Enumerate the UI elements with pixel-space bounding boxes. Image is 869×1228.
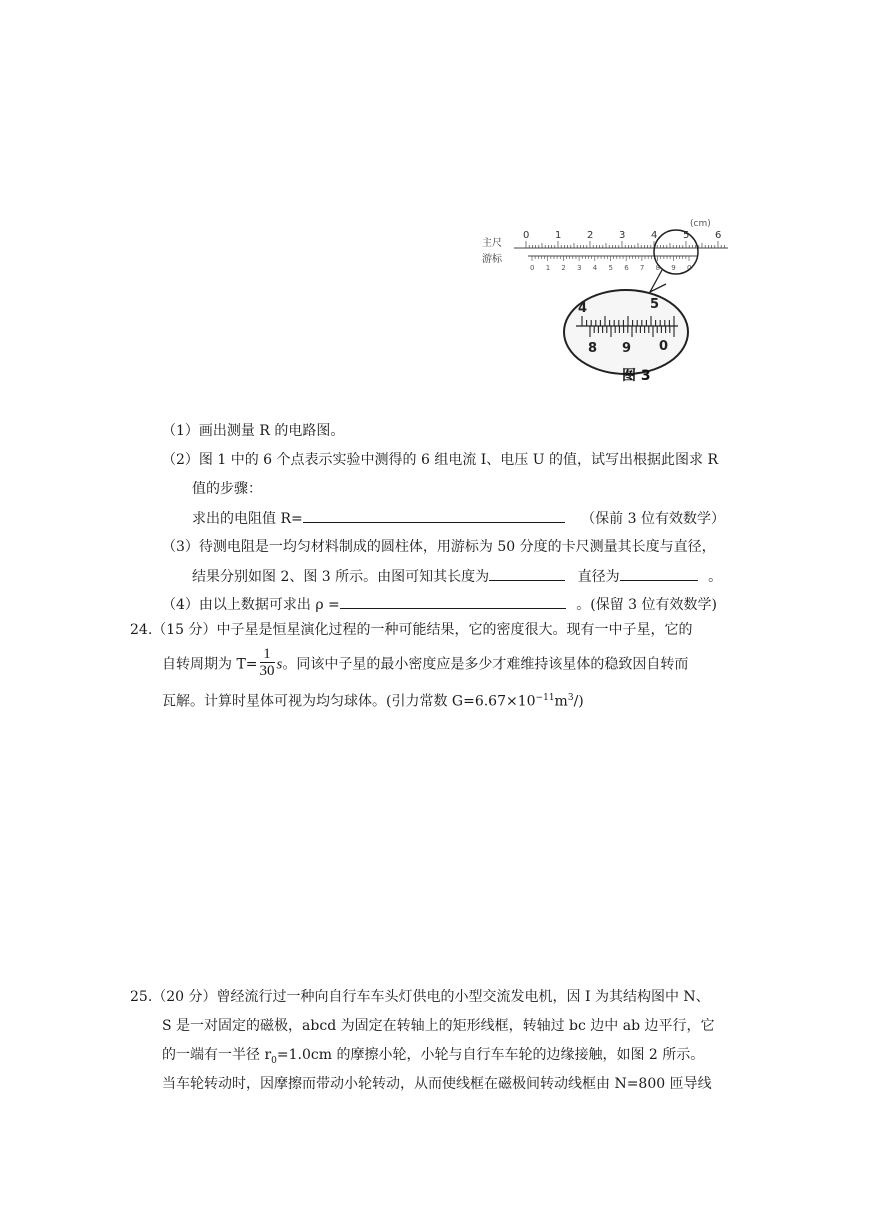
radius-subscript: 0 xyxy=(271,1055,277,1066)
vernier-tick-label: 3 xyxy=(577,264,582,272)
vernier-scale-ticks xyxy=(532,256,689,261)
q24-line3-text: 瓦解。计算时星体可视为均匀球体。(引力常数 G=6.67×10 xyxy=(162,693,536,710)
main-tick-label: 2 xyxy=(587,230,594,241)
vernier-tick-label: 5 xyxy=(608,264,613,272)
vernier-caliper-figure xyxy=(478,214,740,392)
length-answer-blank[interactable] xyxy=(489,566,565,581)
resistance-note: （保前 3 位有效数学） xyxy=(581,511,725,527)
vernier-tick-label: 2 xyxy=(561,264,566,272)
period-mark: 。 xyxy=(708,569,723,585)
zoom-vernier-label-0: 0 xyxy=(659,339,669,354)
vernier-scale-label: 游标 xyxy=(482,254,502,265)
q23-part1: （1）画出测量 R 的电路图。 xyxy=(162,423,345,439)
fraction-denominator: 30 xyxy=(259,663,275,679)
g-exponent: −11 xyxy=(535,693,555,703)
g-unit-exponent: 3 xyxy=(567,693,574,703)
q25-line4: 当车轮转动时，因摩擦而带动小轮转动，从而使线框在磁极间转动线框由 N=800 匝导线 xyxy=(162,1076,712,1092)
q25-line3-text: 的一端有一半径 r xyxy=(162,1047,272,1063)
vernier-tick-label: 9 xyxy=(671,264,676,272)
zoom-main-label-5: 5 xyxy=(650,297,660,312)
magnifier-ring xyxy=(654,230,698,274)
period-unit: s xyxy=(276,656,283,673)
fraction-numerator: 1 xyxy=(260,646,275,663)
main-tick-label: 5 xyxy=(683,230,690,241)
q25-line3-rest: =1.0cm 的摩擦小轮，小轮与自行车车轮的边缘接触，如图 2 所示。 xyxy=(276,1047,705,1063)
main-scale-ticks xyxy=(526,241,724,248)
q23-part3-line1: （3）待测电阻是一均匀材料制成的圆柱体，用游标为 50 分度的卡尺测量其长度与直径， xyxy=(162,539,716,555)
q24-line3-end: /) xyxy=(573,693,584,710)
density-note: 。(保留 3 位有效数学) xyxy=(576,597,717,613)
figure-caption: 图 3 xyxy=(622,368,651,384)
vernier-tick-label: 0 xyxy=(687,264,692,272)
period-fraction xyxy=(260,646,275,679)
main-tick-label: 3 xyxy=(619,230,626,241)
q25-line2: S 是一对固定的磁极，abcd 为固定在转轴上的矩形线框，转轴过 bc 边中 ab 边平行，它 xyxy=(162,1018,715,1034)
q24-line1: 24.（15 分）中子星是恒星演化过程的一种可能结果，它的密度很大。现有一中子星，它的 xyxy=(130,622,693,638)
zoom-main-label-4: 4 xyxy=(578,301,588,316)
q23-part2-line3 xyxy=(192,508,725,529)
q24-line2-rest: 。同该中子星的最小密度应是多少才难维持该星体的稳致因自转而 xyxy=(282,656,689,673)
main-tick-label: 1 xyxy=(555,230,562,241)
zoom-vernier-label-9: 9 xyxy=(622,341,632,356)
vernier-scale-labels xyxy=(530,264,691,272)
vernier-tick-label: 8 xyxy=(655,264,661,272)
vernier-tick-label: 4 xyxy=(592,264,598,272)
density-label: （4）由以上数据可求出 ρ = xyxy=(162,597,340,613)
diameter-label: 直径为 xyxy=(577,569,620,585)
q25-line1: 25.（20 分）曾经流行过一种向自行车车头灯供电的小型交流发电机，因 I 为其结构图中 N、 xyxy=(130,989,710,1005)
vernier-tick-label: 7 xyxy=(639,264,645,272)
length-label: 结果分别如图 2、图 3 所示。由图可知其长度为 xyxy=(192,569,490,585)
diameter-answer-blank[interactable] xyxy=(620,566,698,581)
unit-label: (cm) xyxy=(690,219,711,229)
density-answer-blank[interactable] xyxy=(340,594,566,609)
zoom-vernier-label-8: 8 xyxy=(588,341,598,356)
resistance-answer-blank[interactable] xyxy=(303,508,565,523)
main-tick-label: 0 xyxy=(523,230,530,241)
main-tick-label: 4 xyxy=(651,230,658,241)
q23-part4 xyxy=(162,594,717,615)
resistance-label: 求出的电阻值 R= xyxy=(192,511,303,527)
vernier-tick-label: 1 xyxy=(545,264,551,272)
q23-part2-line2: 值的步骤： xyxy=(192,481,262,497)
q23-part2-line1: （2）图 1 中的 6 个点表示实验中测得的 6 组电流 I、电压 U 的值，试写出根据此图求 R xyxy=(162,452,718,468)
g-unit: m xyxy=(554,693,568,710)
q25-line3 xyxy=(162,1045,704,1071)
period-label: 自转周期为 T= xyxy=(162,656,258,673)
q23-part3-line2 xyxy=(192,566,722,587)
main-scale-label: 主尺 xyxy=(482,238,502,249)
q24-line2 xyxy=(162,648,688,681)
main-tick-label: 6 xyxy=(715,230,722,241)
q24-line3 xyxy=(162,688,584,712)
vernier-tick-label: 0 xyxy=(530,264,535,272)
vernier-tick-label: 6 xyxy=(624,264,629,272)
